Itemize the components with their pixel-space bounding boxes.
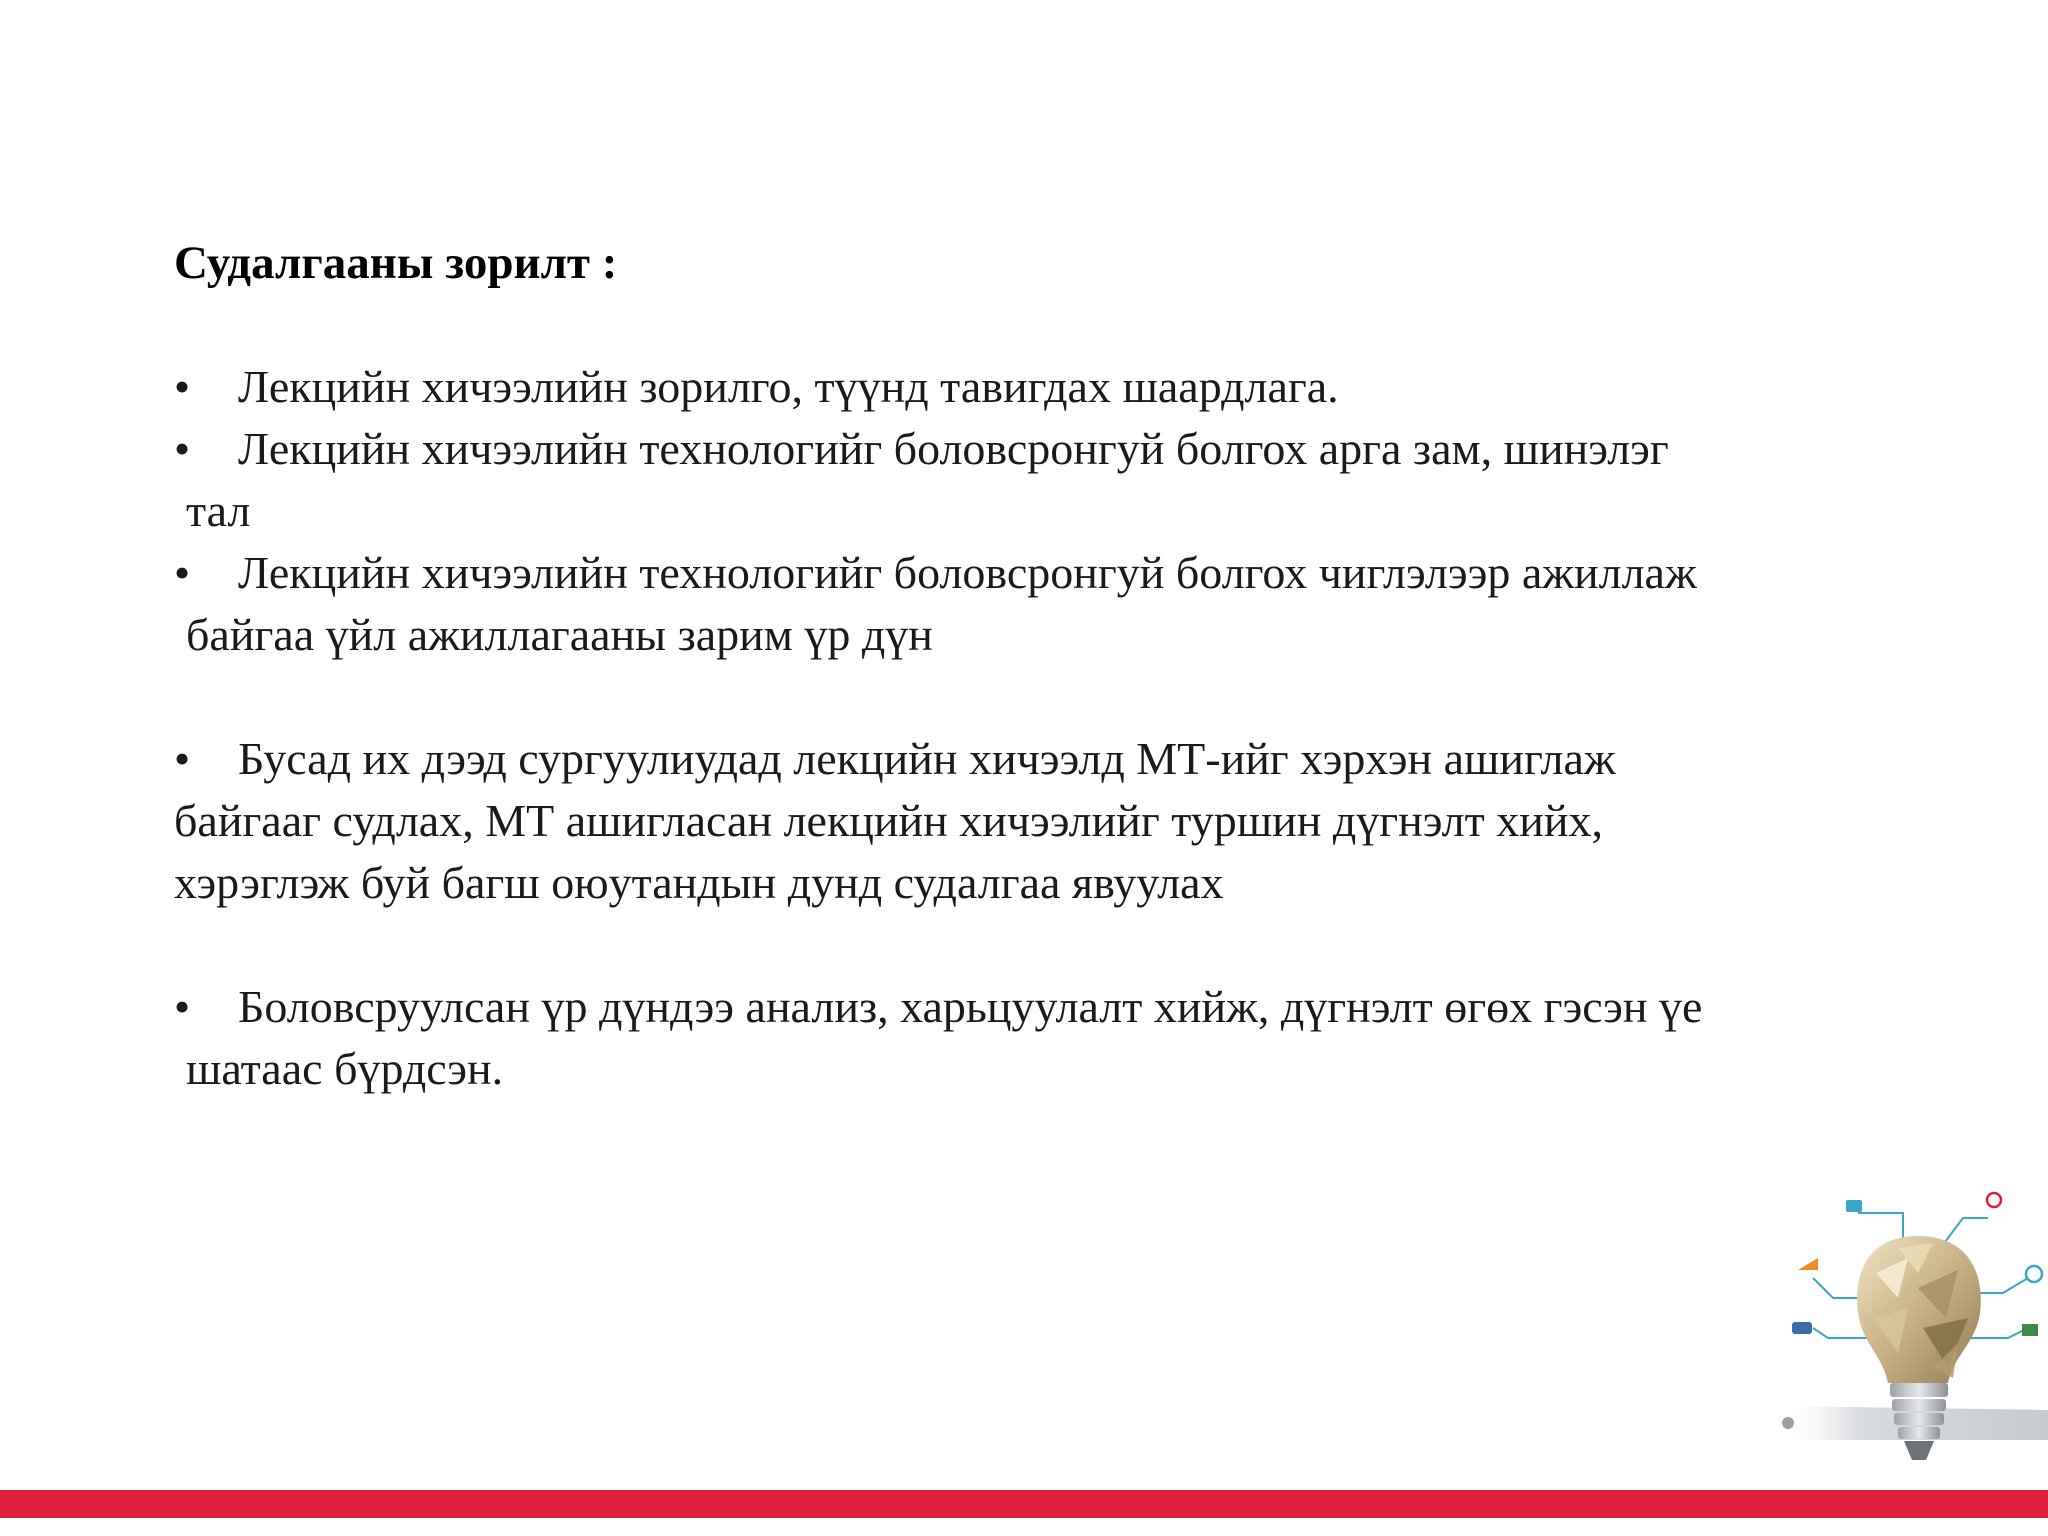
spacer <box>174 914 1894 976</box>
crumpled-paper-lightbulb-icon <box>1758 1178 2048 1488</box>
bullet-item <box>174 976 1894 1038</box>
bullet-text: Лекцийн хичээлийн технологийг боловсронгуй болгох чиглэлээр ажиллаж <box>238 547 1697 598</box>
spacer <box>174 666 1894 728</box>
bullet-item <box>174 356 1894 418</box>
bullet-text: Боловсруулсан үр дүндээ анализ, харьцуулалт хийж, дүгнэлт өгөх гэсэн үе <box>238 981 1703 1032</box>
bullet-marker: • <box>174 981 191 1032</box>
bullet-continuation: шатаас бүрдсэн. <box>186 1043 504 1094</box>
bullet-marker: • <box>174 361 191 412</box>
bullet-marker: • <box>174 547 191 598</box>
bullet-continuation: хэрэглэж буй багш оюутандын дунд судалгаа явуулах <box>174 857 1224 908</box>
bullet-text: Лекцийн хичээлийн технологийг боловсронгуй болгох арга зам, шинэлэг <box>238 423 1669 474</box>
bullet-text: Бусад их дээд сургуулиудад лекцийн хичээлд МТ-ийг хэрхэн ашиглаж <box>238 733 1616 784</box>
slide-content <box>174 232 1894 1100</box>
bullet-marker: • <box>174 733 191 784</box>
bullet-continuation: тал <box>186 485 251 536</box>
slide-heading: Судалгааны зорилт : <box>174 237 618 289</box>
bullet-item <box>174 542 1894 604</box>
bullet-continuation: байгаа үйл ажиллагааны зарим үр дүн <box>186 609 933 660</box>
accent-bar <box>0 1490 2048 1518</box>
spacer <box>174 294 1894 356</box>
bullet-item <box>174 418 1894 480</box>
bullet-marker: • <box>174 423 191 474</box>
bullet-item <box>174 728 1894 790</box>
bullet-continuation: байгааг судлах, МТ ашигласан лекцийн хичээлийг туршин дүгнэлт хийх, <box>174 795 1603 846</box>
bullet-text: Лекцийн хичээлийн зорилго, түүнд тавигдах шаардлага. <box>238 361 1339 412</box>
